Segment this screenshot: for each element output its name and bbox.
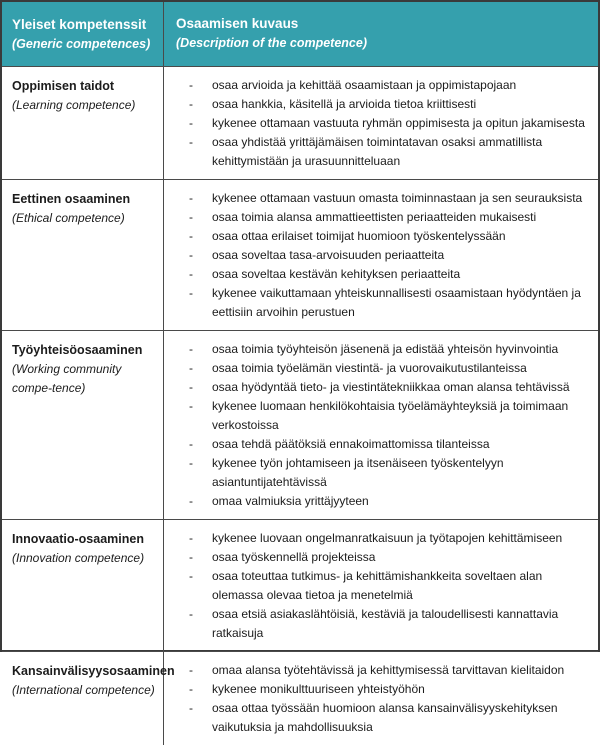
bullet-item: - osaa etsiä asiakaslähtöisiä, kestäviä ja taloudellisesti kannattavia ratkaisuja — [176, 605, 588, 643]
bullet-list — [176, 661, 588, 737]
bullet-list — [176, 529, 588, 643]
bullet-item: - osaa ottaa erilaiset toimijat huomioon työskentelyssään — [176, 227, 588, 246]
competence-title: Eettinen osaaminen — [12, 192, 131, 206]
bullet-item: - osaa ottaa työssään huomioon alansa kansainvälisyyskehityksen vaikutuksia ja mahdollisuuksia — [176, 699, 588, 737]
competence-subtitle: (Ethical competence) — [12, 211, 125, 225]
bullet-item: - osaa hankkia, käsitellä ja arvioida tietoa kriittisesti — [176, 95, 588, 114]
header-cell-generic-competences — [2, 2, 164, 66]
competence-title: Työyhteisöosaaminen — [12, 343, 143, 357]
competence-subtitle: (Innovation competence) — [12, 551, 145, 565]
bullet-item: - kykenee työn johtamiseen ja itsenäiseen työskentelyyn asiantuntijatehtävissä — [176, 454, 588, 492]
bullet-item: - osaa toimia työyhteisön jäsenenä ja edistää yhteisön hyvinvointia — [176, 340, 588, 359]
competence-name-cell — [2, 331, 164, 519]
bullet-item: - osaa toteuttaa tutkimus- ja kehittämishankkeita soveltaen alan olemassa olevaa tietoa ja menetelmiä — [176, 567, 588, 605]
header-cell-description — [164, 2, 598, 66]
competence-subtitle: (International competence) — [12, 683, 155, 697]
bullet-item: - kykenee monikulttuuriseen yhteistyöhön — [176, 680, 588, 699]
competence-subtitle: (Learning competence) — [12, 98, 136, 112]
bullet-item: - kykenee luomaan henkilökohtaisia työelämäyhteyksiä ja toimimaan verkostoissa — [176, 397, 588, 435]
bullet-item: - osaa hyödyntää tieto- ja viestintätekniikkaa oman alansa tehtävissä — [176, 378, 588, 397]
table-row — [2, 651, 598, 745]
header-col2-title: Osaamisen kuvaus — [176, 16, 299, 31]
bullet-item: - osaa soveltaa tasa-arvoisuuden periaatteita — [176, 246, 588, 265]
competence-description-cell — [164, 180, 598, 330]
bullet-list — [176, 76, 588, 171]
competence-description-cell — [164, 331, 598, 519]
bullet-item: - kykenee luovaan ongelmanratkaisuun ja työtapojen kehittämiseen — [176, 529, 588, 548]
bullet-item: - osaa työskennellä projekteissa — [176, 548, 588, 567]
bullet-item: - osaa toimia alansa ammattieettisten periaatteiden mukaisesti — [176, 208, 588, 227]
bullet-item: - osaa toimia työelämän viestintä- ja vuorovaikutustilanteissa — [176, 359, 588, 378]
bullet-item: - omaa valmiuksia yrittäjyyteen — [176, 492, 588, 511]
header-col1-subtitle: (Generic competences) — [12, 37, 151, 51]
competence-name-cell — [2, 180, 164, 330]
competence-name-cell — [2, 520, 164, 651]
competence-subtitle: (Working community compe-tence) — [12, 362, 122, 395]
bullet-list — [176, 189, 588, 322]
competence-name-cell — [2, 652, 175, 745]
bullet-item: - kykenee ottamaan vastuun omasta toiminnastaan ja sen seurauksista — [176, 189, 588, 208]
table-row — [2, 519, 598, 651]
table-row — [2, 330, 598, 519]
header-col2-subtitle: (Description of the competence) — [176, 36, 367, 50]
table-body — [2, 66, 598, 745]
table-header-row — [2, 2, 598, 66]
bullet-item: - osaa yhdistää yrittäjämäisen toimintatavan osaksi ammatillista kehittymistään ja urasuunnitteluaan — [176, 133, 588, 171]
competence-description-cell — [164, 67, 598, 179]
competence-title: Oppimisen taidot — [12, 79, 115, 93]
competence-description-cell — [164, 520, 598, 651]
competence-description-cell — [164, 652, 598, 745]
bullet-item: - osaa tehdä päätöksiä ennakoimattomissa tilanteissa — [176, 435, 588, 454]
bullet-item: - kykenee vaikuttamaan yhteiskunnallisesti osaamistaan hyödyntäen ja eettisiin arvoihin perustuen — [176, 284, 588, 322]
bullet-item: - kykenee ottamaan vastuuta ryhmän oppimisesta ja opitun jakamisesta — [176, 114, 588, 133]
bullet-list — [176, 340, 588, 511]
table-row — [2, 66, 598, 179]
competence-title: Innovaatio-osaaminen — [12, 532, 144, 546]
competence-title: Kansainvälisyysosaaminen — [12, 664, 175, 678]
bullet-item: - omaa alansa työtehtävissä ja kehittymisessä tarvittavan kielitaidon — [176, 661, 588, 680]
table-row — [2, 179, 598, 330]
competence-name-cell — [2, 67, 164, 179]
bullet-item: - osaa soveltaa kestävän kehityksen periaatteita — [176, 265, 588, 284]
header-col1-title: Yleiset kompetenssit — [12, 17, 147, 32]
bullet-item: - osaa arvioida ja kehittää osaamistaan ja oppimistapojaan — [176, 76, 588, 95]
